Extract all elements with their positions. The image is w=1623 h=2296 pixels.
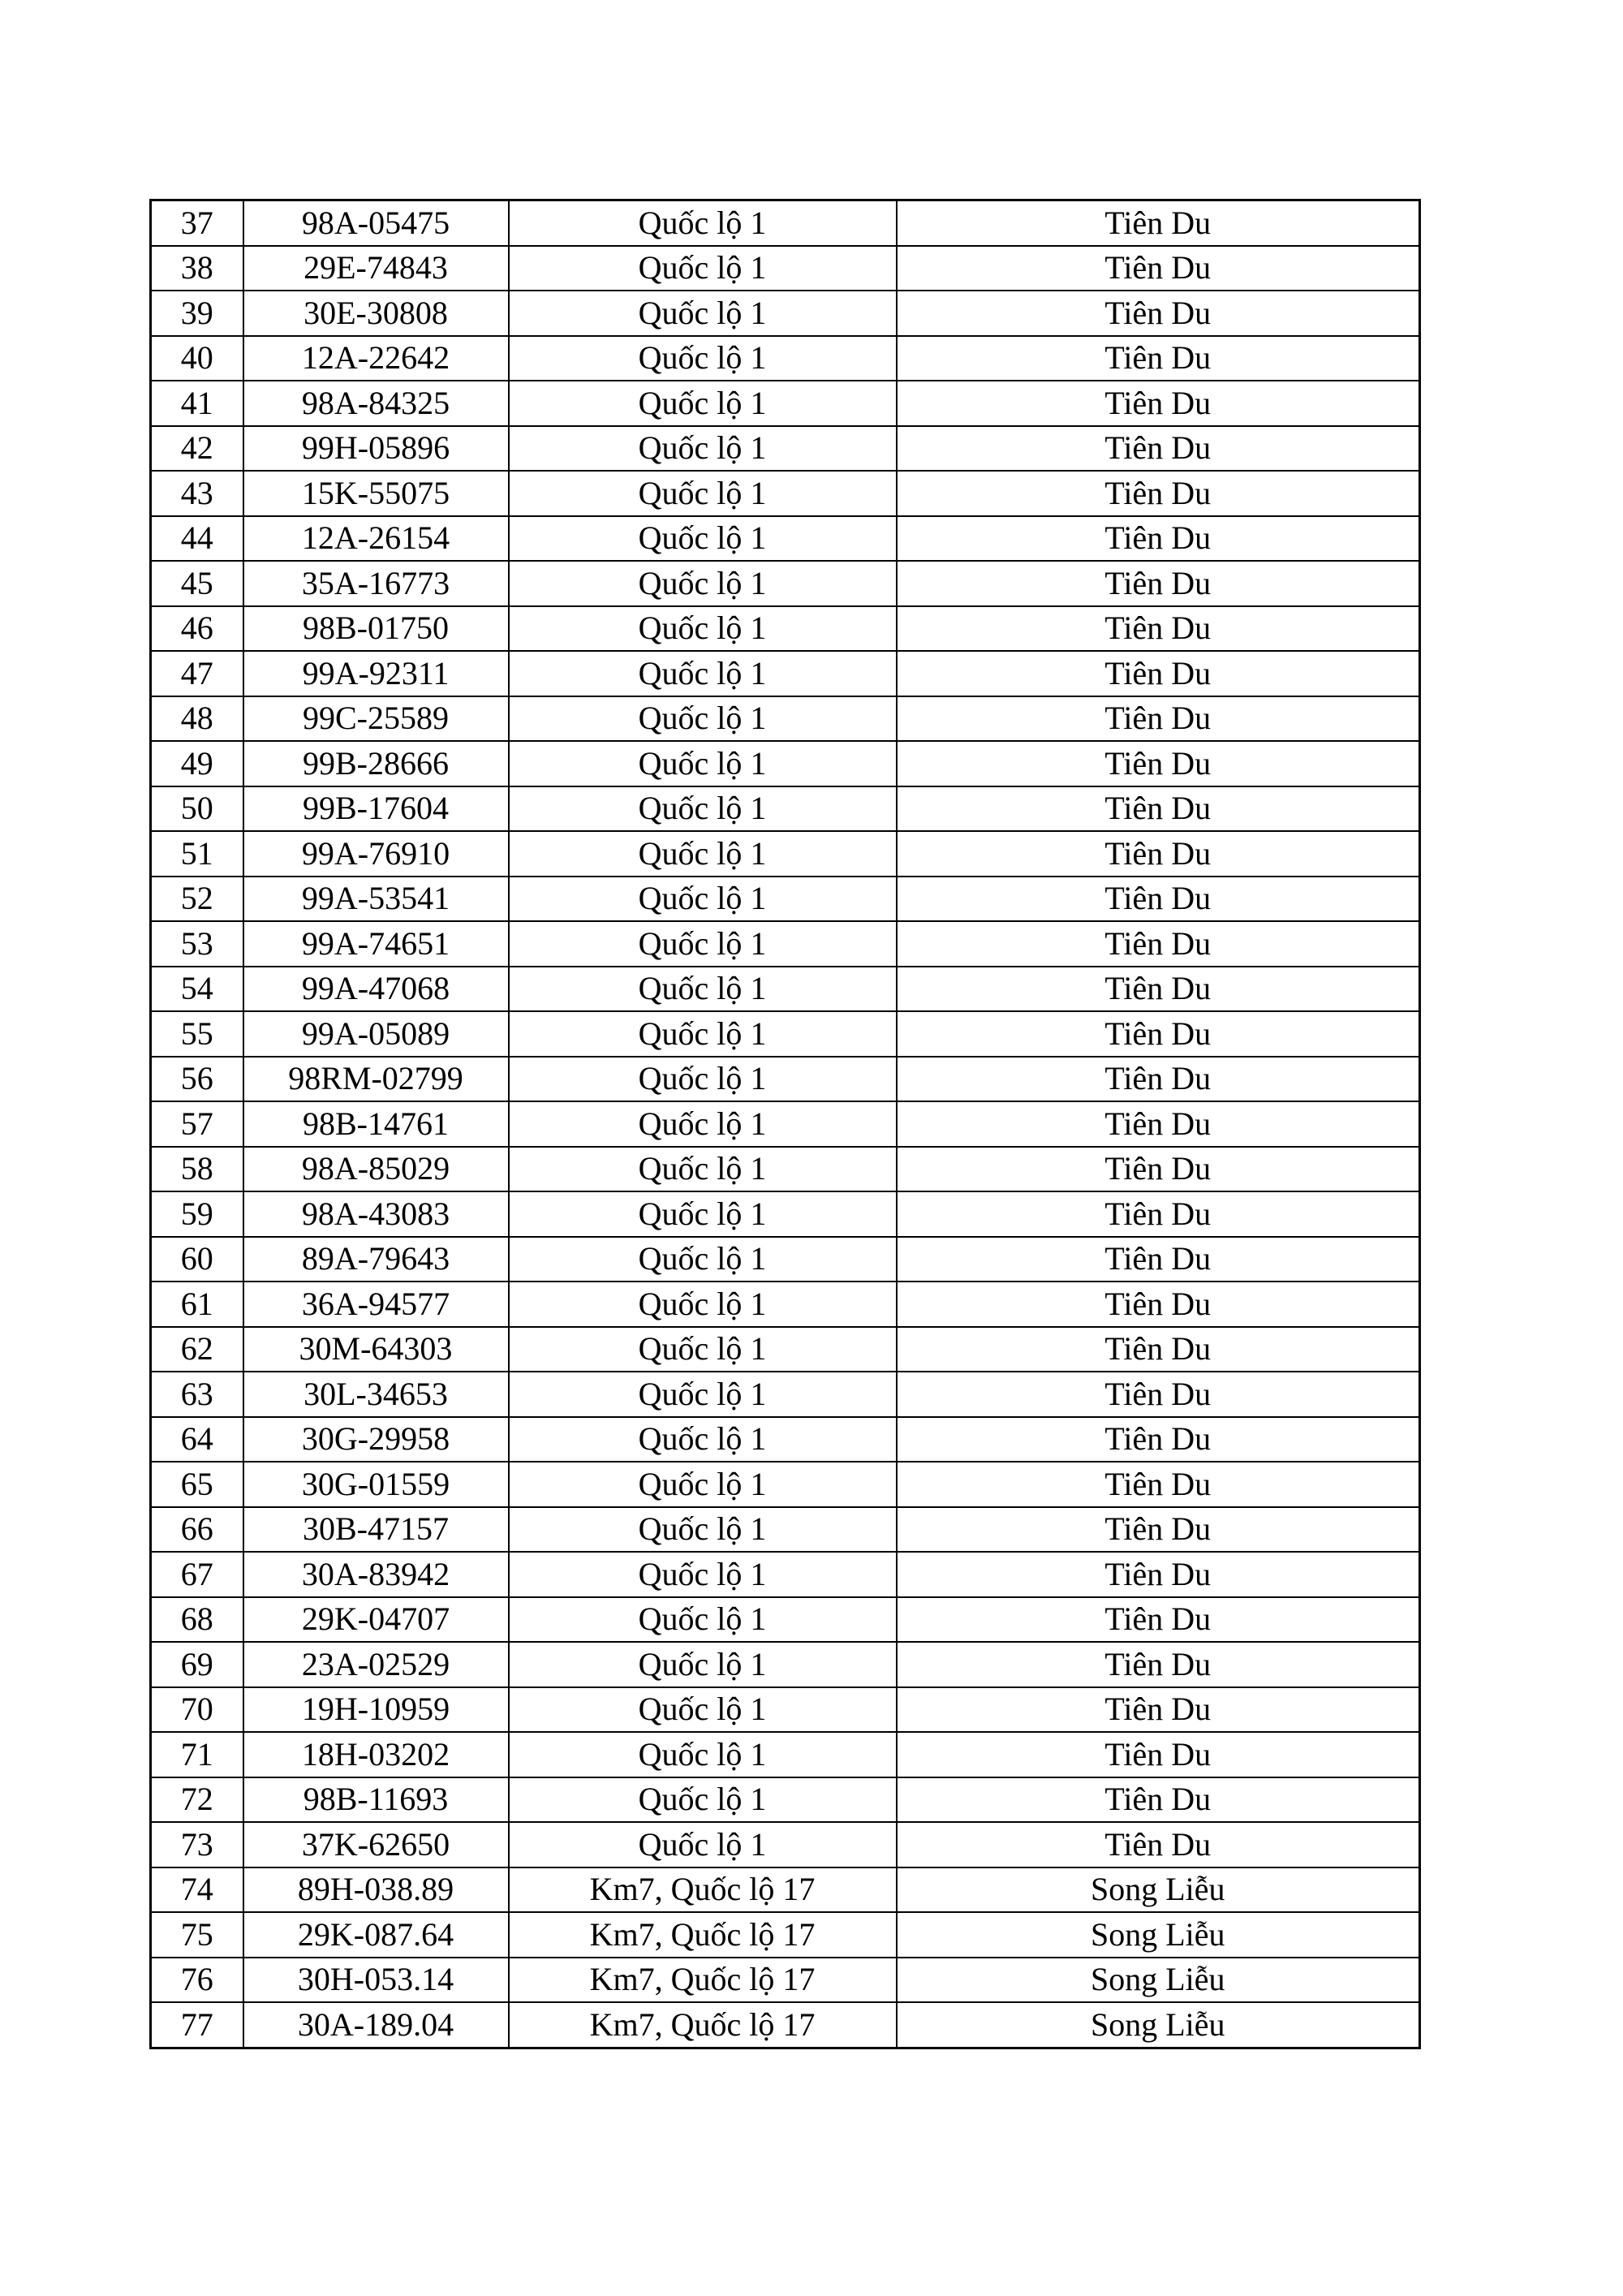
license-plate-cell: 30A-189.04 [243,2002,509,2048]
table-row [151,741,1420,786]
row-number-cell: 49 [151,741,243,786]
license-plate-cell: 12A-26154 [243,516,509,562]
location-cell: Quốc lộ 1 [509,1101,897,1147]
table-row [151,831,1420,877]
table-row [151,1372,1420,1417]
license-plate-cell: 23A-02529 [243,1642,509,1687]
table-row [151,606,1420,652]
location-cell: Km7, Quốc lộ 17 [509,1867,897,1913]
row-number-cell: 47 [151,651,243,696]
license-plate-cell: 98A-85029 [243,1147,509,1192]
table-row [151,1552,1420,1597]
table-row [151,1822,1420,1867]
area-cell: Song Liễu [897,1867,1420,1913]
table-row [151,786,1420,832]
location-cell: Quốc lộ 1 [509,381,897,426]
row-number-cell: 59 [151,1191,243,1237]
table-row [151,471,1420,516]
location-cell: Quốc lộ 1 [509,1147,897,1192]
table-row [151,516,1420,562]
table-row [151,921,1420,967]
row-number-cell: 77 [151,2002,243,2048]
table-body [151,200,1420,2048]
table-row [151,2002,1420,2048]
row-number-cell: 41 [151,381,243,426]
table-row [151,651,1420,696]
area-cell: Tiên Du [897,561,1420,606]
license-plate-cell: 99C-25589 [243,696,509,742]
location-cell: Quốc lộ 1 [509,1417,897,1462]
license-plate-cell: 99A-76910 [243,831,509,877]
row-number-cell: 74 [151,1867,243,1913]
license-plate-cell: 98B-01750 [243,606,509,652]
license-plate-cell: 30L-34653 [243,1372,509,1417]
license-plate-cell: 98RM-02799 [243,1057,509,1102]
row-number-cell: 69 [151,1642,243,1687]
table-row [151,967,1420,1012]
row-number-cell: 39 [151,291,243,336]
license-plate-cell: 99A-53541 [243,877,509,922]
license-plate-cell: 99A-05089 [243,1011,509,1057]
license-plate-cell: 12A-22642 [243,336,509,381]
row-number-cell: 40 [151,336,243,381]
location-cell: Quốc lộ 1 [509,1327,897,1372]
table-row [151,1327,1420,1372]
area-cell: Tiên Du [897,1822,1420,1867]
row-number-cell: 38 [151,246,243,291]
area-cell: Tiên Du [897,651,1420,696]
area-cell: Tiên Du [897,516,1420,562]
area-cell: Tiên Du [897,741,1420,786]
table-row [151,1147,1420,1192]
area-cell: Tiên Du [897,1282,1420,1327]
location-cell: Quốc lộ 1 [509,471,897,516]
location-cell: Quốc lộ 1 [509,426,897,472]
location-cell: Quốc lộ 1 [509,696,897,742]
license-plate-cell: 35A-16773 [243,561,509,606]
row-number-cell: 63 [151,1372,243,1417]
license-plate-cell: 99B-17604 [243,786,509,832]
location-cell: Km7, Quốc lộ 17 [509,2002,897,2048]
location-cell: Quốc lộ 1 [509,200,897,246]
row-number-cell: 76 [151,1958,243,2003]
table-row [151,381,1420,426]
license-plate-cell: 30E-30808 [243,291,509,336]
area-cell: Tiên Du [897,1372,1420,1417]
row-number-cell: 37 [151,200,243,246]
license-plate-cell: 98A-43083 [243,1191,509,1237]
location-cell: Quốc lộ 1 [509,741,897,786]
area-cell: Song Liễu [897,1958,1420,2003]
location-cell: Quốc lộ 1 [509,606,897,652]
area-cell: Tiên Du [897,1101,1420,1147]
row-number-cell: 45 [151,561,243,606]
license-plate-cell: 18H-03202 [243,1732,509,1777]
license-plate-cell: 89H-038.89 [243,1867,509,1913]
license-plate-cell: 89A-79643 [243,1237,509,1282]
area-cell: Tiên Du [897,381,1420,426]
license-plate-cell: 30B-47157 [243,1507,509,1553]
row-number-cell: 65 [151,1462,243,1507]
location-cell: Quốc lộ 1 [509,1597,897,1643]
license-plate-cell: 30M-64303 [243,1327,509,1372]
license-plate-cell: 98A-84325 [243,381,509,426]
area-cell: Tiên Du [897,831,1420,877]
area-cell: Tiên Du [897,336,1420,381]
table-row [151,1687,1420,1733]
row-number-cell: 61 [151,1282,243,1327]
area-cell: Tiên Du [897,1552,1420,1597]
table-row [151,1867,1420,1913]
location-cell: Quốc lộ 1 [509,1507,897,1553]
row-number-cell: 43 [151,471,243,516]
license-plate-cell: 99A-74651 [243,921,509,967]
area-cell: Tiên Du [897,471,1420,516]
row-number-cell: 71 [151,1732,243,1777]
table-row [151,1912,1420,1958]
row-number-cell: 58 [151,1147,243,1192]
row-number-cell: 44 [151,516,243,562]
row-number-cell: 48 [151,696,243,742]
location-cell: Quốc lộ 1 [509,1237,897,1282]
location-cell: Quốc lộ 1 [509,877,897,922]
license-plate-cell: 30A-83942 [243,1552,509,1597]
area-cell: Tiên Du [897,967,1420,1012]
location-cell: Quốc lộ 1 [509,1011,897,1057]
license-plate-cell: 29K-087.64 [243,1912,509,1958]
location-cell: Quốc lộ 1 [509,291,897,336]
table-row [151,336,1420,381]
location-cell: Km7, Quốc lộ 17 [509,1912,897,1958]
area-cell: Tiên Du [897,1237,1420,1282]
table-row [151,561,1420,606]
license-plate-cell: 36A-94577 [243,1282,509,1327]
license-plate-cell: 29E-74843 [243,246,509,291]
area-cell: Song Liễu [897,1912,1420,1958]
area-cell: Tiên Du [897,1011,1420,1057]
location-cell: Quốc lộ 1 [509,967,897,1012]
area-cell: Tiên Du [897,1147,1420,1192]
area-cell: Tiên Du [897,1057,1420,1102]
area-cell: Tiên Du [897,291,1420,336]
table-row [151,200,1420,246]
row-number-cell: 75 [151,1912,243,1958]
row-number-cell: 46 [151,606,243,652]
area-cell: Tiên Du [897,696,1420,742]
area-cell: Tiên Du [897,1191,1420,1237]
location-cell: Quốc lộ 1 [509,1687,897,1733]
row-number-cell: 56 [151,1057,243,1102]
area-cell: Tiên Du [897,1462,1420,1507]
area-cell: Tiên Du [897,877,1420,922]
vehicle-table [149,199,1421,2049]
row-number-cell: 66 [151,1507,243,1553]
license-plate-cell: 30G-29958 [243,1417,509,1462]
license-plate-cell: 98A-05475 [243,200,509,246]
area-cell: Tiên Du [897,786,1420,832]
row-number-cell: 70 [151,1687,243,1733]
row-number-cell: 54 [151,967,243,1012]
area-cell: Tiên Du [897,921,1420,967]
area-cell: Tiên Du [897,1597,1420,1643]
row-number-cell: 42 [151,426,243,472]
table-row [151,1732,1420,1777]
location-cell: Quốc lộ 1 [509,1642,897,1687]
license-plate-cell: 99H-05896 [243,426,509,472]
row-number-cell: 73 [151,1822,243,1867]
table-row [151,1237,1420,1282]
license-plate-cell: 98B-11693 [243,1777,509,1823]
table-row [151,1642,1420,1687]
location-cell: Quốc lộ 1 [509,1822,897,1867]
table-row [151,1101,1420,1147]
area-cell: Tiên Du [897,1507,1420,1553]
table-row [151,696,1420,742]
location-cell: Quốc lộ 1 [509,246,897,291]
table-row [151,1011,1420,1057]
location-cell: Quốc lộ 1 [509,651,897,696]
area-cell: Tiên Du [897,606,1420,652]
table-row [151,1777,1420,1823]
location-cell: Quốc lộ 1 [509,1057,897,1102]
license-plate-cell: 37K-62650 [243,1822,509,1867]
location-cell: Quốc lộ 1 [509,1732,897,1777]
table-row [151,1057,1420,1102]
area-cell: Tiên Du [897,1777,1420,1823]
license-plate-cell: 30G-01559 [243,1462,509,1507]
area-cell: Tiên Du [897,1327,1420,1372]
location-cell: Quốc lộ 1 [509,516,897,562]
table-row [151,291,1420,336]
area-cell: Tiên Du [897,1417,1420,1462]
row-number-cell: 53 [151,921,243,967]
license-plate-cell: 30H-053.14 [243,1958,509,2003]
license-plate-cell: 19H-10959 [243,1687,509,1733]
location-cell: Quốc lộ 1 [509,921,897,967]
location-cell: Quốc lộ 1 [509,1191,897,1237]
license-plate-cell: 99A-47068 [243,967,509,1012]
license-plate-cell: 29K-04707 [243,1597,509,1643]
area-cell: Tiên Du [897,426,1420,472]
table-row [151,877,1420,922]
area-cell: Tiên Du [897,246,1420,291]
row-number-cell: 62 [151,1327,243,1372]
table-row [151,246,1420,291]
row-number-cell: 72 [151,1777,243,1823]
table-row [151,1282,1420,1327]
license-plate-cell: 99B-28666 [243,741,509,786]
location-cell: Quốc lộ 1 [509,786,897,832]
row-number-cell: 52 [151,877,243,922]
location-cell: Quốc lộ 1 [509,561,897,606]
row-number-cell: 55 [151,1011,243,1057]
location-cell: Km7, Quốc lộ 17 [509,1958,897,2003]
area-cell: Tiên Du [897,1732,1420,1777]
row-number-cell: 50 [151,786,243,832]
location-cell: Quốc lộ 1 [509,1777,897,1823]
license-plate-cell: 98B-14761 [243,1101,509,1147]
license-plate-cell: 99A-92311 [243,651,509,696]
row-number-cell: 64 [151,1417,243,1462]
table-row [151,1191,1420,1237]
location-cell: Quốc lộ 1 [509,1552,897,1597]
license-plate-cell: 15K-55075 [243,471,509,516]
location-cell: Quốc lộ 1 [509,831,897,877]
location-cell: Quốc lộ 1 [509,1282,897,1327]
location-cell: Quốc lộ 1 [509,336,897,381]
location-cell: Quốc lộ 1 [509,1372,897,1417]
table-row [151,1507,1420,1553]
row-number-cell: 67 [151,1552,243,1597]
table-row [151,1958,1420,2003]
area-cell: Tiên Du [897,200,1420,246]
row-number-cell: 57 [151,1101,243,1147]
area-cell: Song Liễu [897,2002,1420,2048]
table-row [151,426,1420,472]
row-number-cell: 60 [151,1237,243,1282]
row-number-cell: 68 [151,1597,243,1643]
row-number-cell: 51 [151,831,243,877]
table-row [151,1417,1420,1462]
location-cell: Quốc lộ 1 [509,1462,897,1507]
table-row [151,1597,1420,1643]
area-cell: Tiên Du [897,1687,1420,1733]
table-row [151,1462,1420,1507]
area-cell: Tiên Du [897,1642,1420,1687]
